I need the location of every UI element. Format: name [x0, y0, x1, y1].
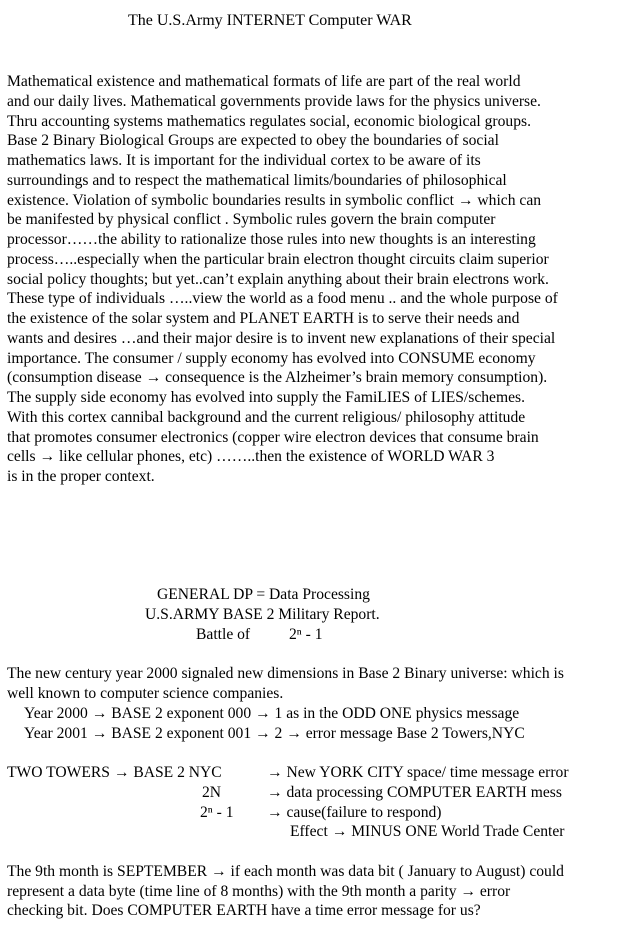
heading-line-3-left: Battle of [196, 626, 251, 643]
towers-line-2-right: → data processing COMPUTER EARTH mess [267, 784, 562, 801]
paragraph-1-line: existence. Violation of symbolic boundaries results in symbolic conflict → which can [7, 192, 542, 209]
paragraph-1-line: cells → like cellular phones, etc) ……..then the existence of WORLD WAR 3 [7, 448, 495, 465]
paragraph-3-line: represent a data byte (time line of 8 months) with the 9th month a parity → error [7, 883, 511, 900]
towers-line-4: Effect → MINUS ONE World Trade Center [290, 823, 565, 840]
paragraph-1-line: Base 2 Binary Biological Groups are expected to obey the boundaries of social [7, 132, 499, 149]
paragraph-1-line: the existence of the solar system and PLANET EARTH is to serve their needs and [7, 310, 520, 327]
paragraph-1-line: The supply side economy has evolved into supply the FamiLIES of LIES/schemes. [7, 389, 525, 406]
paragraph-1-line: process…..especially when the particular brain electron thought circuits claim superior [7, 251, 549, 268]
paragraph-2-line: well known to computer science companies. [7, 685, 284, 702]
document-title: The U.S.Army INTERNET Computer WAR [128, 12, 412, 29]
towers-line-1-left: TWO TOWERS → BASE 2 NYC [7, 764, 222, 781]
paragraph-1-line: that promotes consumer electronics (copper wire electron devices that consume brain [7, 429, 539, 446]
towers-line-2-left: 2N [202, 784, 222, 801]
towers-line-1-right: → New YORK CITY space/ time message error [267, 764, 569, 781]
heading-line-2: U.S.ARMY BASE 2 Military Report. [145, 606, 380, 623]
paragraph-2-line: The new century year 2000 signaled new dimensions in Base 2 Binary universe: which is [7, 665, 564, 682]
paragraph-1-line: social policy thoughts; but yet..can’t explain anything about their brain electrons work. [7, 271, 549, 288]
paragraph-1-line: Thru accounting systems mathematics regulates social, economic biological groups. [7, 113, 531, 130]
paragraph-1-line: wants and desires …and their major desire is to invent new explanations of their special [7, 330, 556, 347]
paragraph-1-line: is in the proper context. [7, 468, 155, 485]
paragraph-3-line: checking bit. Does COMPUTER EARTH have a time error message for us? [7, 902, 481, 919]
year-item: Year 2001 → BASE 2 exponent 001 → 2 → error message Base 2 Towers,NYC [24, 725, 525, 742]
paragraph-1-line: Mathematical existence and mathematical formats of life are part of the real world [7, 73, 521, 90]
heading-line-1: GENERAL DP = Data Processing [157, 586, 370, 603]
paragraph-1-line: importance. The consumer / supply economy has evolved into CONSUME economy [7, 350, 536, 367]
paragraph-1-line: These type of individuals …..view the world as a food menu .. and the whole purpose of [7, 290, 558, 307]
paragraph-1-line: mathematics laws. It is important for the individual cortex to be aware of its [7, 152, 481, 169]
paragraph-1-line: be manifested by physical conflict . Symbolic rules govern the brain computer [7, 211, 496, 228]
paragraph-1-line: processor……the ability to rationalize those rules into new thoughts is an interesting [7, 231, 536, 248]
paragraph-1-line: (consumption disease → consequence is the Alzheimer’s brain memory consumption). [7, 369, 548, 386]
heading-line-3-right: 2ⁿ - 1 [289, 626, 323, 643]
paragraph-3-line: The 9th month is SEPTEMBER → if each month was data bit ( January to August) could [7, 863, 564, 880]
paragraph-1-line: and our daily lives. Mathematical governments provide laws for the physics universe. [7, 93, 541, 110]
towers-line-3-left: 2ⁿ - 1 [200, 804, 234, 821]
towers-line-3-right: → cause(failure to respond) [267, 804, 442, 821]
paragraph-1-line: surroundings and to respect the mathematical limits/boundaries of philosophical [7, 172, 507, 189]
year-item: Year 2000 → BASE 2 exponent 000 → 1 as in the ODD ONE physics message [24, 705, 520, 722]
paragraph-1-line: With this cortex cannibal background and the current religious/ philosophy attitude [7, 409, 526, 426]
